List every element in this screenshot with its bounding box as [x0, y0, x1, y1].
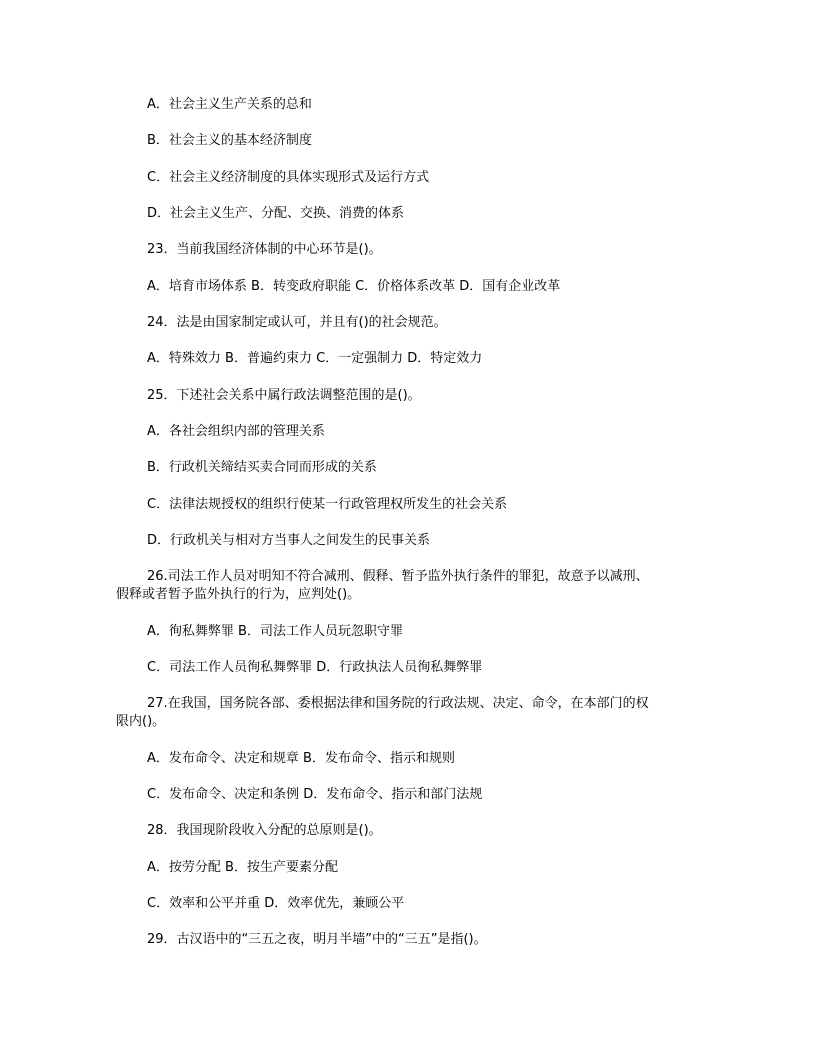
- question-27-options-2: C．发布命令、决定和条例 D．发布命令、指示和部门法规: [147, 787, 483, 802]
- question-25-option-b: B．行政机关缔结买卖合同而形成的关系: [147, 460, 377, 475]
- question-28: 28．我国现阶段收入分配的总原则是()。: [147, 823, 382, 838]
- question-29: 29．古汉语中的“三五之夜，明月半墙”中的“三五”是指()。: [147, 932, 487, 947]
- question-27-options-1: A．发布命令、决定和规章 B．发布命令、指示和规则: [147, 751, 455, 766]
- question-28-options-2: C．效率和公平并重 D．效率优先，兼顾公平: [147, 896, 405, 911]
- question-26-options-2: C．司法工作人员徇私舞弊罪 D．行政执法人员徇私舞弊罪: [147, 660, 483, 675]
- question-27-line-1: 27.在我国，国务院各部、委根据法律和国务院的行政法规、决定、命令，在本部门的权: [147, 696, 649, 711]
- question-25-option-a: A．各社会组织内部的管理关系: [147, 424, 325, 439]
- question-28-options-1: A．按劳分配 B．按生产要素分配: [147, 860, 338, 875]
- question-26-line-2: 假释或者暂予监外执行的行为，应判处()。: [116, 587, 361, 602]
- option-a-line: A．社会主义生产关系的总和: [147, 97, 312, 112]
- question-27-line-2: 限内()。: [116, 714, 166, 729]
- question-25: 25．下述社会关系中属行政法调整范围的是()。: [147, 388, 421, 403]
- question-24-options: A．特殊效力 B．普遍约束力 C．一定强制力 D．特定效力: [147, 351, 483, 366]
- question-23: 23．当前我国经济体制的中心环节是()。: [147, 242, 382, 257]
- option-c-line: C．社会主义经济制度的具体实现形式及运行方式: [147, 170, 430, 185]
- question-23-options: A．培育市场体系 B．转变政府职能 C．价格体系改革 D．国有企业改革: [147, 279, 561, 294]
- question-26-options-1: A．徇私舞弊罪 B．司法工作人员玩忽职守罪: [147, 624, 403, 639]
- question-25-option-d: D．行政机关与相对方当事人之间发生的民事关系: [147, 533, 431, 548]
- option-b-line: B．社会主义的基本经济制度: [147, 133, 312, 148]
- question-24: 24．法是由国家制定或认可，并且有()的社会规范。: [147, 315, 447, 330]
- question-26-line-1: 26.司法工作人员对明知不符合减刑、假释、暂予监外执行条件的罪犯，故意予以减刑、: [147, 569, 649, 584]
- option-d-line: D．社会主义生产、分配、交换、消费的体系: [147, 206, 405, 221]
- question-25-option-c: C．法律法规授权的组织行使某一行政管理权所发生的社会关系: [147, 497, 508, 512]
